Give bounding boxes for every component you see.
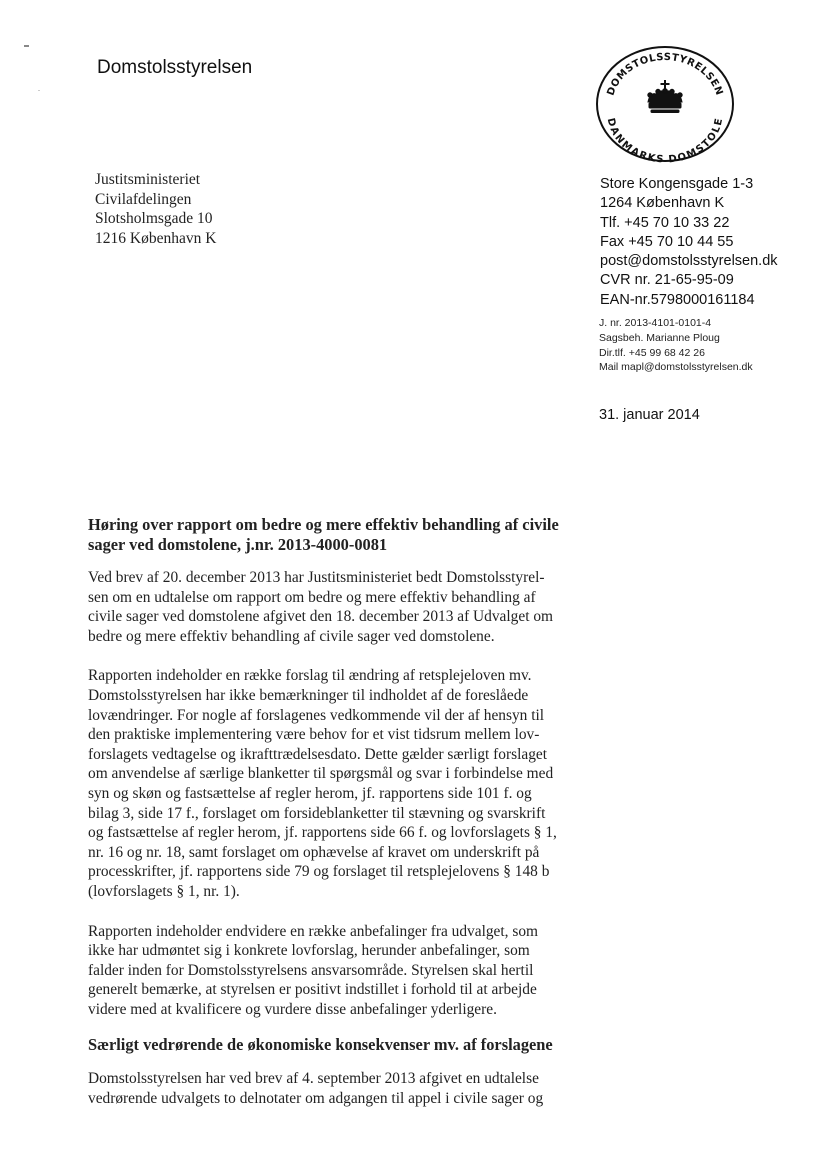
domstole-seal-logo (594, 44, 736, 164)
recipient-line: Civilafdelingen (95, 190, 192, 208)
text-line: Rapporten indeholder en række forslag til ændring af retsplejeloven mv. (88, 667, 532, 685)
sender-fax: Fax +45 70 10 44 55 (600, 233, 734, 250)
section-heading-text: Særligt vedrørende de økonomiske konsekvenser mv. af forslagene (88, 1035, 553, 1055)
svg-text:DANMARKS DOMSTOLE (605, 117, 726, 164)
subject-line: Høring over rapport om bedre og mere effektiv behandling af civile (88, 515, 559, 534)
org-name: Domstolsstyrelsen (97, 57, 253, 78)
text-line: falder inden for Domstolsstyrelsens ansvarsområde. Styrelsen skal hertil (88, 961, 534, 979)
scan-speck (24, 45, 29, 47)
text-line: lovændringer. For nogle af forslagenes vedkommende vil der af hensyn til (88, 706, 545, 724)
letter-subject (88, 515, 596, 555)
paragraph-2 (88, 666, 596, 901)
recipient-address (95, 170, 216, 248)
subject-line: sager ved domstolene, j.nr. 2013-4000-0081 (88, 535, 388, 554)
text-line: og fastsættelse af regler herom, jf. rapportens side 66 f. og lovforslagets § 1, (88, 824, 557, 842)
sender-contact (600, 175, 778, 310)
sender-street: Store Kongensgade 1-3 (600, 176, 754, 192)
case-handler: Sagsbeh. Marianne Ploug (599, 331, 720, 344)
journal-number: J. nr. 2013-4101-0101-4 (599, 317, 712, 329)
sender-email: post@domstolsstyrelsen.dk (600, 253, 778, 270)
section-heading (88, 1035, 596, 1055)
sender-cvr: CVR nr. 21-65-95-09 (600, 272, 734, 289)
case-info (599, 316, 753, 375)
recipient-line: Justitsministeriet (95, 171, 201, 188)
text-line: (lovforslagets § 1, nr. 1). (88, 882, 240, 900)
text-line: om anvendelse af særlige blanketter til spørgsmål og svar i forbindelse med (88, 765, 554, 783)
text-line: Domstolsstyrelsen har ved brev af 4. september 2013 afgivet en udtalelse (88, 1070, 539, 1088)
text-line: ikke har udmøntet sig i konkrete lovforslag, herunder anbefalinger, som (88, 942, 530, 960)
text-line: civile sager ved domstolene afgivet den 18. december 2013 af Udvalget om (88, 608, 553, 626)
text-line: den praktiske implementering være behov for et vist tidsrum mellem lov- (88, 726, 540, 744)
text-line: nr. 16 og nr. 18, samt forslaget om ophævelse af kravet om underskrift på (88, 843, 540, 861)
text-line: Rapporten indeholder endvidere en række anbefalinger fra udvalget, som (88, 922, 539, 940)
sender-phone: Tlf. +45 70 10 33 22 (600, 214, 730, 231)
text-line: Domstolsstyrelsen har ikke bemærkninger til indholdet af de foreslåede (88, 686, 529, 704)
text-line: videre med at kvalificere og vurdere disse anbefalinger yderligere. (88, 1000, 497, 1018)
text-line: syn og skøn og fastsættelse af regler herom, jf. rapportens side 101 f. og (88, 784, 532, 802)
text-line: vedrørende udvalgets to delnotater om adgangen til appel i civile sager og (88, 1090, 544, 1108)
text-line: forslagets vedtagelse og ikrafttrædelsesdato. Dette gælder særligt forslaget (88, 745, 548, 763)
text-line: Ved brev af 20. december 2013 har Justitsministeriet bedt Domstolsstyrel- (88, 569, 545, 586)
text-line: processkrifter, jf. rapportens side 79 og forslaget til retsplejelovens § 148 b (88, 863, 550, 881)
text-line: bilag 3, side 17 f., forslaget om forsideblanketter til stævning og svarskrift (88, 804, 546, 822)
sender-ean: EAN-nr.5798000161184 (600, 291, 755, 308)
text-line: sen om en udtalelse om rapport om bedre og mere effektiv behandling af (88, 588, 536, 606)
seal-top-text: DOMSTOLSSTYRELSEN (605, 51, 725, 98)
paragraph-1 (88, 568, 596, 646)
direct-phone: Dir.tlf. +45 99 68 42 26 (599, 346, 705, 359)
letter-date: 31. januar 2014 (599, 407, 700, 423)
text-line: generelt bemærke, at styrelsen er positivt indstillet i forhold til at arbejde (88, 981, 537, 999)
crown-icon (648, 80, 682, 113)
sender-city: 1264 København K (600, 195, 725, 212)
handler-mail: Mail mapl@domstolsstyrelsen.dk (599, 361, 753, 374)
paragraph-4 (88, 1069, 596, 1108)
seal-bottom-text: DANMARKS DOMSTOLE (604, 117, 726, 164)
text-line: bedre og mere effektiv behandling af civile sager ved domstolene. (88, 627, 495, 645)
letter-body (88, 515, 596, 1109)
scan-speck (38, 90, 40, 91)
recipient-line: 1216 København K (95, 229, 217, 247)
recipient-line: Slotsholmsgade 10 (95, 210, 213, 227)
paragraph-3 (88, 922, 596, 1020)
